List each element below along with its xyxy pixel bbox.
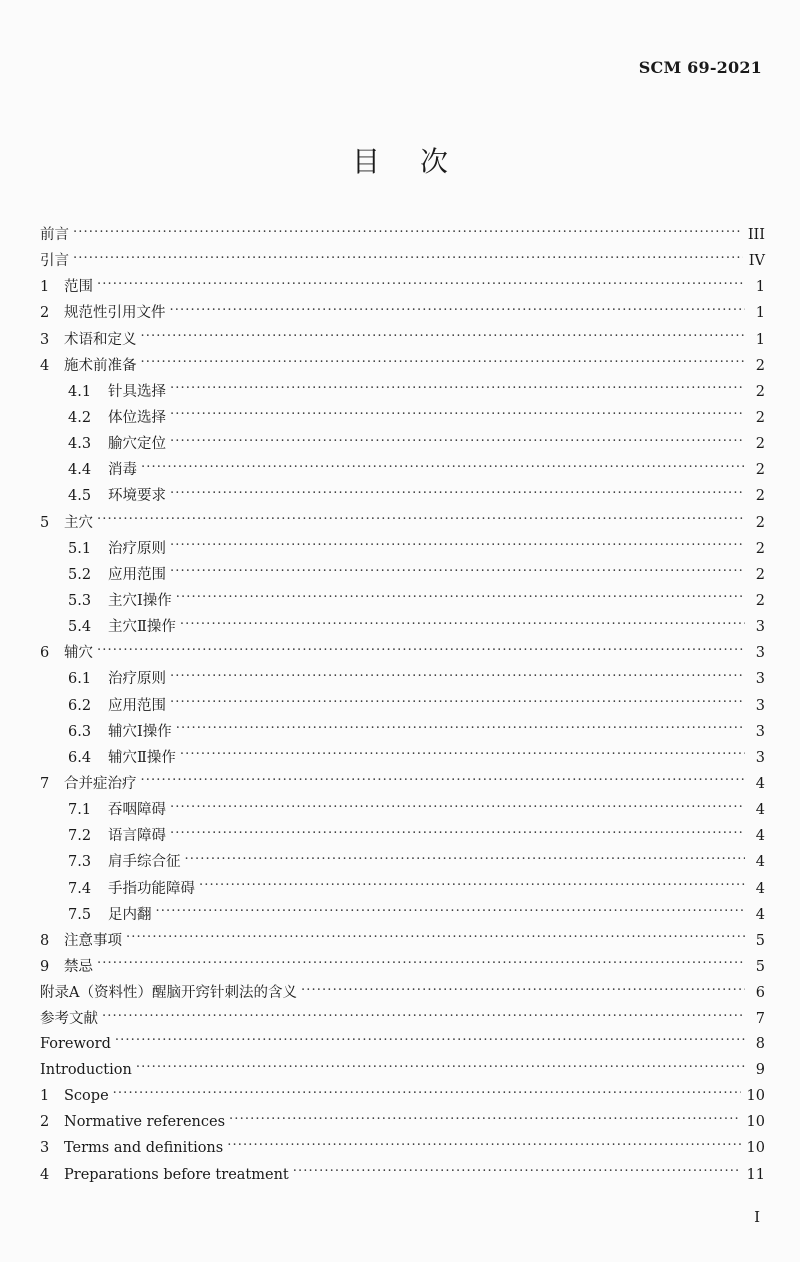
- toc-entry-label: 禁忌: [64, 958, 93, 975]
- toc-entry-number: 7.5: [68, 906, 92, 923]
- toc-entry-page: 4: [755, 854, 765, 871]
- toc-entry-label: 注意事项: [64, 932, 122, 949]
- dot-leader: [141, 462, 745, 477]
- toc-entry[interactable]: [40, 746, 765, 772]
- toc-entry[interactable]: [40, 903, 765, 929]
- toc-entry-label: 引言: [40, 253, 69, 270]
- toc-entry[interactable]: [40, 354, 765, 380]
- toc-entry-number: 6.4: [68, 749, 92, 766]
- toc-entry[interactable]: [40, 249, 765, 275]
- dot-leader: [180, 619, 745, 634]
- toc-entry-label: 前言: [40, 227, 69, 243]
- toc-entry-label: 主穴: [64, 514, 93, 531]
- toc-entry-label: 治疗原则: [108, 671, 166, 688]
- toc-entry-page: 2: [755, 514, 765, 531]
- toc-entry[interactable]: [40, 1060, 765, 1086]
- dot-leader: [97, 279, 745, 294]
- toc-entry-page: 2: [755, 383, 765, 400]
- dot-leader: [170, 488, 745, 503]
- dot-leader: [73, 253, 743, 268]
- toc-entry-label: 应用范围: [108, 566, 166, 583]
- dot-leader: [170, 566, 745, 581]
- dot-leader: [185, 854, 746, 869]
- toc-entry-label: 辅穴Ⅰ操作: [108, 723, 172, 740]
- toc-entry[interactable]: [40, 432, 765, 458]
- toc-entry-page: 4: [755, 828, 765, 845]
- dot-leader: [126, 932, 745, 947]
- toc-entry-label: 应用范围: [108, 697, 166, 714]
- toc-entry-number: 7.4: [68, 880, 92, 897]
- toc-entry-label: 参考文献: [40, 1011, 98, 1028]
- dot-leader: [170, 697, 745, 712]
- toc-entry-label: 腧穴定位: [108, 436, 166, 453]
- toc-entry[interactable]: [40, 798, 765, 824]
- toc-entry-page: 3: [755, 619, 765, 636]
- toc-entry-number: 5.4: [68, 619, 92, 636]
- dot-leader: [97, 514, 745, 529]
- toc-entry-number: 3: [40, 331, 50, 348]
- toc-entry-label: 环境要求: [108, 488, 166, 505]
- toc-entry-label: 施术前准备: [64, 357, 137, 374]
- toc-entry-page: 1: [755, 305, 765, 322]
- toc-entry-page: 1: [755, 331, 765, 348]
- toc-entry[interactable]: [40, 641, 765, 667]
- toc-entry-label: 合并症治疗: [64, 775, 137, 792]
- toc-entry-number: 9: [40, 958, 50, 975]
- toc-entry-label: 术语和定义: [64, 331, 137, 348]
- toc-entry[interactable]: [40, 667, 765, 693]
- toc-entry[interactable]: [40, 275, 765, 301]
- toc-entry-number: 4: [40, 357, 50, 374]
- toc-entry[interactable]: [40, 720, 765, 746]
- toc-entry-number: 1: [40, 279, 50, 296]
- dot-leader: [97, 958, 745, 973]
- toc-entry-page: 2: [755, 409, 765, 426]
- toc-entry-page: 7: [755, 1011, 765, 1028]
- toc-entry-number: 4.1: [68, 383, 92, 400]
- toc-entry-number: 7.3: [68, 854, 92, 871]
- toc-entry-page: 10: [746, 1114, 765, 1131]
- dot-leader: [170, 671, 745, 686]
- toc-entry-label: 辅穴Ⅱ操作: [108, 749, 176, 766]
- toc-entry-label: 辅穴: [64, 645, 93, 662]
- toc-entry[interactable]: [40, 955, 765, 981]
- toc-entry-page: 3: [755, 671, 765, 688]
- toc-entry-label: 语言障碍: [108, 828, 166, 845]
- toc-entry[interactable]: [40, 615, 765, 641]
- toc-entry[interactable]: [40, 589, 765, 615]
- toc-entry-page: III: [747, 227, 765, 243]
- toc-entry-label: 附录A（资料性）醒脑开窍针刺法的含义: [40, 985, 297, 1002]
- toc-entry-page: 10: [746, 1140, 765, 1157]
- dot-leader: [141, 331, 746, 346]
- toc-entry-number: 2: [40, 305, 50, 322]
- toc-entry[interactable]: [40, 694, 765, 720]
- toc-entry-page: 4: [755, 775, 765, 792]
- dot-leader: [176, 723, 745, 738]
- toc-entry[interactable]: [40, 458, 765, 484]
- toc-entry-page: 5: [755, 932, 765, 949]
- toc-entry-page: 2: [755, 462, 765, 479]
- toc-entry-page: 2: [755, 357, 765, 374]
- dot-leader: [227, 1140, 740, 1155]
- toc-entry[interactable]: [40, 537, 765, 563]
- dot-leader: [170, 828, 745, 843]
- toc-entry-number: 1: [40, 1088, 50, 1105]
- toc-entry-label: 手指功能障碍: [108, 880, 195, 897]
- toc-entry[interactable]: [40, 824, 765, 850]
- toc-entry-label: 消毒: [108, 462, 137, 479]
- dot-leader: [170, 305, 746, 320]
- toc-entry-page: 10: [746, 1088, 765, 1105]
- toc-entry-label: Foreword: [40, 1035, 111, 1052]
- toc-entry-number: 5.1: [68, 540, 92, 557]
- toc-entry[interactable]: [40, 981, 765, 1007]
- toc-entry[interactable]: [40, 1086, 765, 1112]
- dot-leader: [199, 880, 745, 895]
- toc-entry-number: 4.2: [68, 409, 92, 426]
- toc-entry-page: 9: [755, 1062, 765, 1078]
- toc-entry-page: 4: [755, 802, 765, 819]
- dot-leader: [97, 645, 745, 660]
- toc-entry-page: 3: [755, 645, 765, 662]
- toc-entry-page: 2: [755, 488, 765, 505]
- toc-entry[interactable]: [40, 406, 765, 432]
- toc-entry[interactable]: [40, 1112, 765, 1138]
- toc-entry-number: 5.3: [68, 592, 92, 609]
- toc-entry[interactable]: [40, 1033, 765, 1059]
- dot-leader: [170, 802, 745, 817]
- toc-entry-page: 2: [755, 566, 765, 583]
- toc-entry-page: 4: [755, 906, 765, 923]
- toc-entry-number: 5.2: [68, 566, 92, 583]
- dot-leader: [170, 540, 745, 555]
- dot-leader: [180, 749, 745, 764]
- toc-entry-page: 1: [755, 279, 765, 296]
- dot-leader: [229, 1114, 741, 1129]
- dot-leader: [293, 1166, 741, 1181]
- toc-entry-number: 6.1: [68, 671, 92, 688]
- toc-entry-page: 2: [755, 540, 765, 557]
- toc-entry-label: Introduction: [40, 1062, 132, 1078]
- dot-leader: [170, 436, 745, 451]
- toc-entry[interactable]: [40, 850, 765, 876]
- dot-leader: [176, 592, 745, 607]
- dot-leader: [102, 1011, 745, 1026]
- toc-entry-number: 8: [40, 932, 50, 949]
- toc-entry-page: 3: [755, 723, 765, 740]
- toc-entry[interactable]: [40, 563, 765, 589]
- document-code: SCM 69-2021: [638, 58, 762, 77]
- toc-entry-page: IV: [748, 253, 765, 270]
- toc-entry-label: 体位选择: [108, 409, 166, 426]
- toc-entry-number: 3: [40, 1140, 50, 1157]
- dot-leader: [113, 1088, 741, 1103]
- dot-leader: [170, 409, 745, 424]
- page-number: I: [754, 1208, 760, 1226]
- toc-entry[interactable]: [40, 511, 765, 537]
- toc-entry[interactable]: [40, 328, 765, 354]
- toc-entry-page: 2: [755, 436, 765, 453]
- dot-leader: [170, 383, 745, 398]
- toc-entry[interactable]: [40, 301, 765, 327]
- toc-entry-number: 4.3: [68, 436, 92, 453]
- toc-entry-page: 3: [755, 749, 765, 766]
- toc-entry-page: 11: [746, 1166, 765, 1183]
- toc-entry[interactable]: [40, 484, 765, 510]
- toc-entry-page: 8: [755, 1035, 765, 1052]
- dot-leader: [141, 357, 746, 372]
- toc-entry[interactable]: [40, 380, 765, 406]
- toc-entry[interactable]: [40, 929, 765, 955]
- toc-entry-label: 主穴Ⅱ操作: [108, 619, 176, 636]
- toc-entry-page: 5: [755, 958, 765, 975]
- toc-entry-number: 7.2: [68, 828, 92, 845]
- toc-entry-page: 2: [755, 592, 765, 609]
- toc-entry-number: 6.3: [68, 723, 92, 740]
- toc-entry-number: 6: [40, 645, 50, 662]
- toc-entry-label: 针具选择: [108, 383, 166, 400]
- dot-leader: [73, 227, 742, 242]
- toc-entry[interactable]: [40, 223, 765, 249]
- dot-leader: [141, 775, 746, 790]
- toc-entry-label: 规范性引用文件: [64, 305, 166, 322]
- toc-entry[interactable]: [40, 1007, 765, 1033]
- toc-entry-label: Preparations before treatment: [64, 1166, 289, 1183]
- toc-entry[interactable]: [40, 877, 765, 903]
- toc-entry-label: 吞咽障碍: [108, 802, 166, 819]
- toc-entry-label: 肩手综合征: [108, 854, 181, 871]
- toc-entry-number: 4: [40, 1166, 50, 1183]
- dot-leader: [136, 1062, 745, 1077]
- toc-entry-label: Normative references: [64, 1114, 226, 1131]
- table-of-contents: [40, 223, 765, 1190]
- toc-entry[interactable]: [40, 772, 765, 798]
- toc-entry[interactable]: [40, 1138, 765, 1164]
- toc-entry-number: 4.5: [68, 488, 92, 505]
- toc-entry-page: 6: [755, 985, 765, 1002]
- dot-leader: [156, 906, 746, 921]
- toc-entry-number: 6.2: [68, 697, 92, 714]
- toc-entry[interactable]: [40, 1164, 765, 1190]
- toc-entry-label: 范围: [64, 279, 93, 296]
- toc-entry-page: 4: [755, 880, 765, 897]
- toc-entry-number: 5: [40, 514, 50, 531]
- dot-leader: [115, 1035, 745, 1050]
- dot-leader: [301, 985, 745, 1000]
- toc-entry-label: 治疗原则: [108, 540, 166, 557]
- toc-entry-label: 足内翻: [108, 906, 152, 923]
- toc-entry-label: Scope: [64, 1088, 109, 1105]
- page-title: 目次: [351, 145, 488, 178]
- toc-entry-number: 2: [40, 1114, 50, 1131]
- toc-entry-number: 7: [40, 775, 50, 792]
- toc-entry-number: 4.4: [68, 462, 92, 479]
- toc-entry-page: 3: [755, 697, 765, 714]
- toc-entry-label: 主穴Ⅰ操作: [108, 592, 172, 609]
- toc-entry-number: 7.1: [68, 802, 92, 819]
- toc-entry-label: Terms and definitions: [64, 1140, 224, 1157]
